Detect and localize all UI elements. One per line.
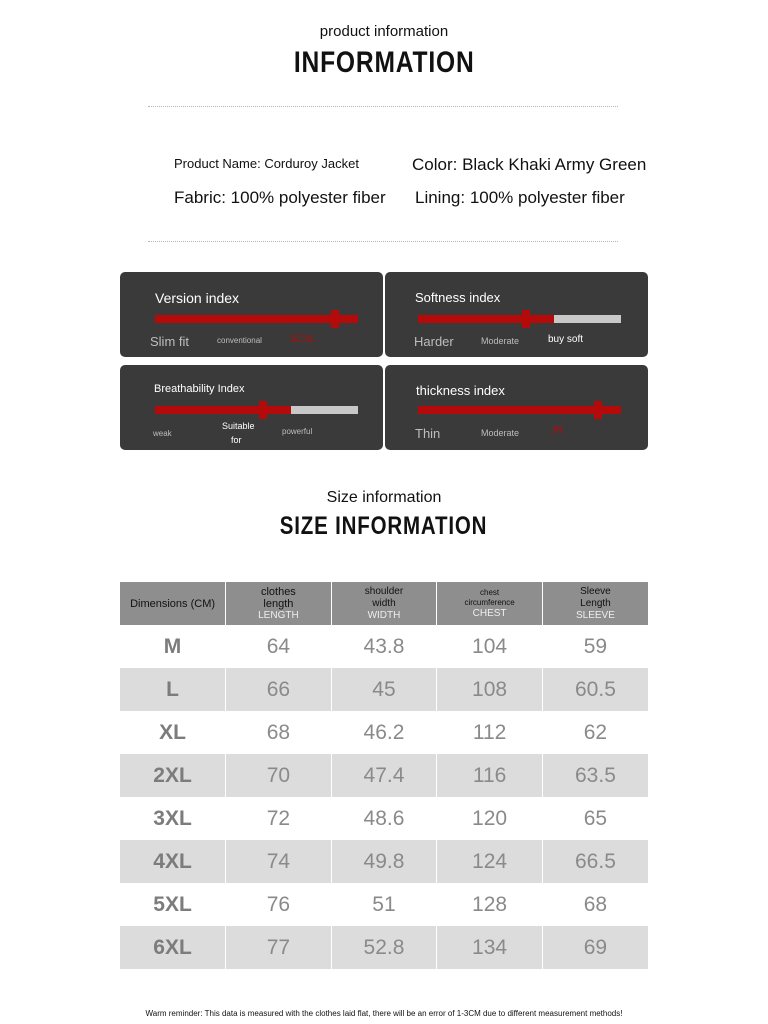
sleeve-cell: 60.5 <box>542 668 648 711</box>
size-table <box>120 582 648 969</box>
bar-fill <box>155 406 291 414</box>
size-cell: 3XL <box>120 797 226 840</box>
header-chest <box>437 582 543 625</box>
size-cell: 4XL <box>120 840 226 883</box>
section-title-wrap <box>0 46 768 80</box>
header-label: shoulder <box>364 586 404 597</box>
chest-cell: 128 <box>437 883 543 926</box>
sleeve-cell: 69 <box>542 926 648 969</box>
breathability-label-low: weak <box>153 429 172 438</box>
header-dimensions <box>120 582 226 625</box>
thickness-label-high: JR <box>551 425 564 436</box>
header-sleeve <box>542 582 648 625</box>
thickness-label-low: Thin <box>415 426 441 441</box>
bar-fill <box>418 315 554 323</box>
chest-cell: 124 <box>437 840 543 883</box>
softness-label-mid: Moderate <box>481 336 520 346</box>
sleeve-cell: 62 <box>583 720 608 744</box>
bar-fill <box>418 406 621 414</box>
size-cell: L <box>120 668 226 711</box>
length-cell: 68 <box>226 711 332 754</box>
sleeve-cell: 66.5 <box>542 840 648 883</box>
chest-cell: 104 <box>437 625 543 668</box>
table-row <box>120 797 648 840</box>
product-lining: Lining: 100% polyester fiber <box>415 188 625 207</box>
header-label: clothes <box>260 586 296 598</box>
thickness-index-bar <box>418 406 621 414</box>
sleeve-cell: 59 <box>583 634 608 658</box>
header-label-2: width <box>372 598 396 609</box>
table-row <box>120 668 648 711</box>
header-label-en: SLEEVE <box>575 610 615 621</box>
table-row <box>120 754 648 797</box>
level-marker <box>594 401 602 419</box>
chest-cell: 134 <box>437 926 543 969</box>
header-label-2: circumference <box>464 598 515 607</box>
size-subtitle: Size information <box>326 489 442 506</box>
warm-reminder-note: Warm reminder: This data is measured with the clothes laid flat, there will be an error of 1-3CM due to different measurement methods! <box>145 1009 623 1018</box>
width-cell: 43.8 <box>331 625 437 668</box>
product-color: Color: Black Khaki Army Green <box>412 155 647 174</box>
bar-empty <box>554 315 621 323</box>
table-row <box>120 625 648 668</box>
length-cell: 74 <box>226 840 332 883</box>
header-length <box>226 582 332 625</box>
table-row <box>120 711 648 754</box>
breathability-label-mid-2: for <box>231 435 242 445</box>
size-title: SIZE INFORMATION <box>280 512 488 540</box>
softness-label-high: buy soft <box>548 334 584 345</box>
softness-index-card <box>385 272 648 357</box>
width-cell: 46.2 <box>331 711 437 754</box>
version-label-high: SCXL <box>290 334 317 345</box>
section-subtitle: product information <box>319 23 449 40</box>
table-row <box>120 926 648 969</box>
header-label-2: Length <box>580 598 611 609</box>
breathability-label-mid: Suitable <box>222 421 255 431</box>
chest-cell: 116 <box>437 754 543 797</box>
header-label-en: WIDTH <box>367 610 401 621</box>
length-cell: 66 <box>226 668 332 711</box>
header-label-en: CHEST <box>472 608 507 619</box>
divider <box>148 106 618 107</box>
sleeve-cell: 65 <box>583 806 608 830</box>
thickness-index-card <box>385 365 648 450</box>
length-cell: 64 <box>226 625 332 668</box>
sleeve-cell: 68 <box>583 892 608 916</box>
size-cell: XL <box>120 711 226 754</box>
chest-cell: 112 <box>437 711 543 754</box>
size-cell: M <box>120 625 226 668</box>
size-cell: 6XL <box>120 926 226 969</box>
header-width <box>331 582 437 625</box>
version-label-mid: conventional <box>217 336 262 345</box>
level-marker <box>522 310 530 328</box>
product-fabric: Fabric: 100% polyester fiber <box>174 188 386 207</box>
length-cell: 76 <box>226 883 332 926</box>
table-header-row <box>120 582 648 625</box>
level-marker <box>331 310 339 328</box>
width-cell: 52.8 <box>331 926 437 969</box>
version-label-low: Slim fit <box>150 334 189 349</box>
width-cell: 47.4 <box>331 754 437 797</box>
thickness-label-mid: Moderate <box>481 428 520 438</box>
header-label-en: LENGTH <box>258 610 299 621</box>
version-index-bar <box>155 315 358 323</box>
breathability-index-title: Breathability Index <box>154 383 245 395</box>
header-label: chest <box>480 588 500 597</box>
length-cell: 70 <box>226 754 332 797</box>
size-cell: 2XL <box>120 754 226 797</box>
bar-empty <box>291 406 358 414</box>
sleeve-cell: 63.5 <box>542 754 648 797</box>
divider <box>148 241 618 242</box>
width-cell: 48.6 <box>331 797 437 840</box>
version-index-card <box>120 272 383 357</box>
length-cell: 72 <box>226 797 332 840</box>
header-label-2: length <box>263 598 294 610</box>
breathability-label-high: powerful <box>282 427 313 436</box>
softness-index-title: Softness index <box>415 290 501 305</box>
table-row <box>120 840 648 883</box>
size-title-wrap <box>0 512 768 541</box>
header-label: Dimensions (CM) <box>130 597 216 610</box>
bar-fill <box>155 315 358 323</box>
product-name: Product Name: Corduroy Jacket <box>174 156 359 171</box>
size-cell: 5XL <box>120 883 226 926</box>
breathability-index-bar <box>155 406 358 414</box>
softness-label-low: Harder <box>414 334 454 349</box>
width-cell: 49.8 <box>331 840 437 883</box>
width-cell: 51 <box>331 883 437 926</box>
version-index-title: Version index <box>155 290 240 306</box>
level-marker <box>259 401 267 419</box>
width-cell: 45 <box>331 668 437 711</box>
chest-cell: 120 <box>437 797 543 840</box>
length-cell: 77 <box>226 926 332 969</box>
chest-cell: 108 <box>437 668 543 711</box>
breathability-index-card <box>120 365 383 450</box>
table-row <box>120 883 648 926</box>
thickness-index-title: thickness index <box>416 383 505 398</box>
softness-index-bar <box>418 315 621 323</box>
header-label: Sleeve <box>580 586 611 597</box>
section-title: INFORMATION <box>293 46 475 79</box>
